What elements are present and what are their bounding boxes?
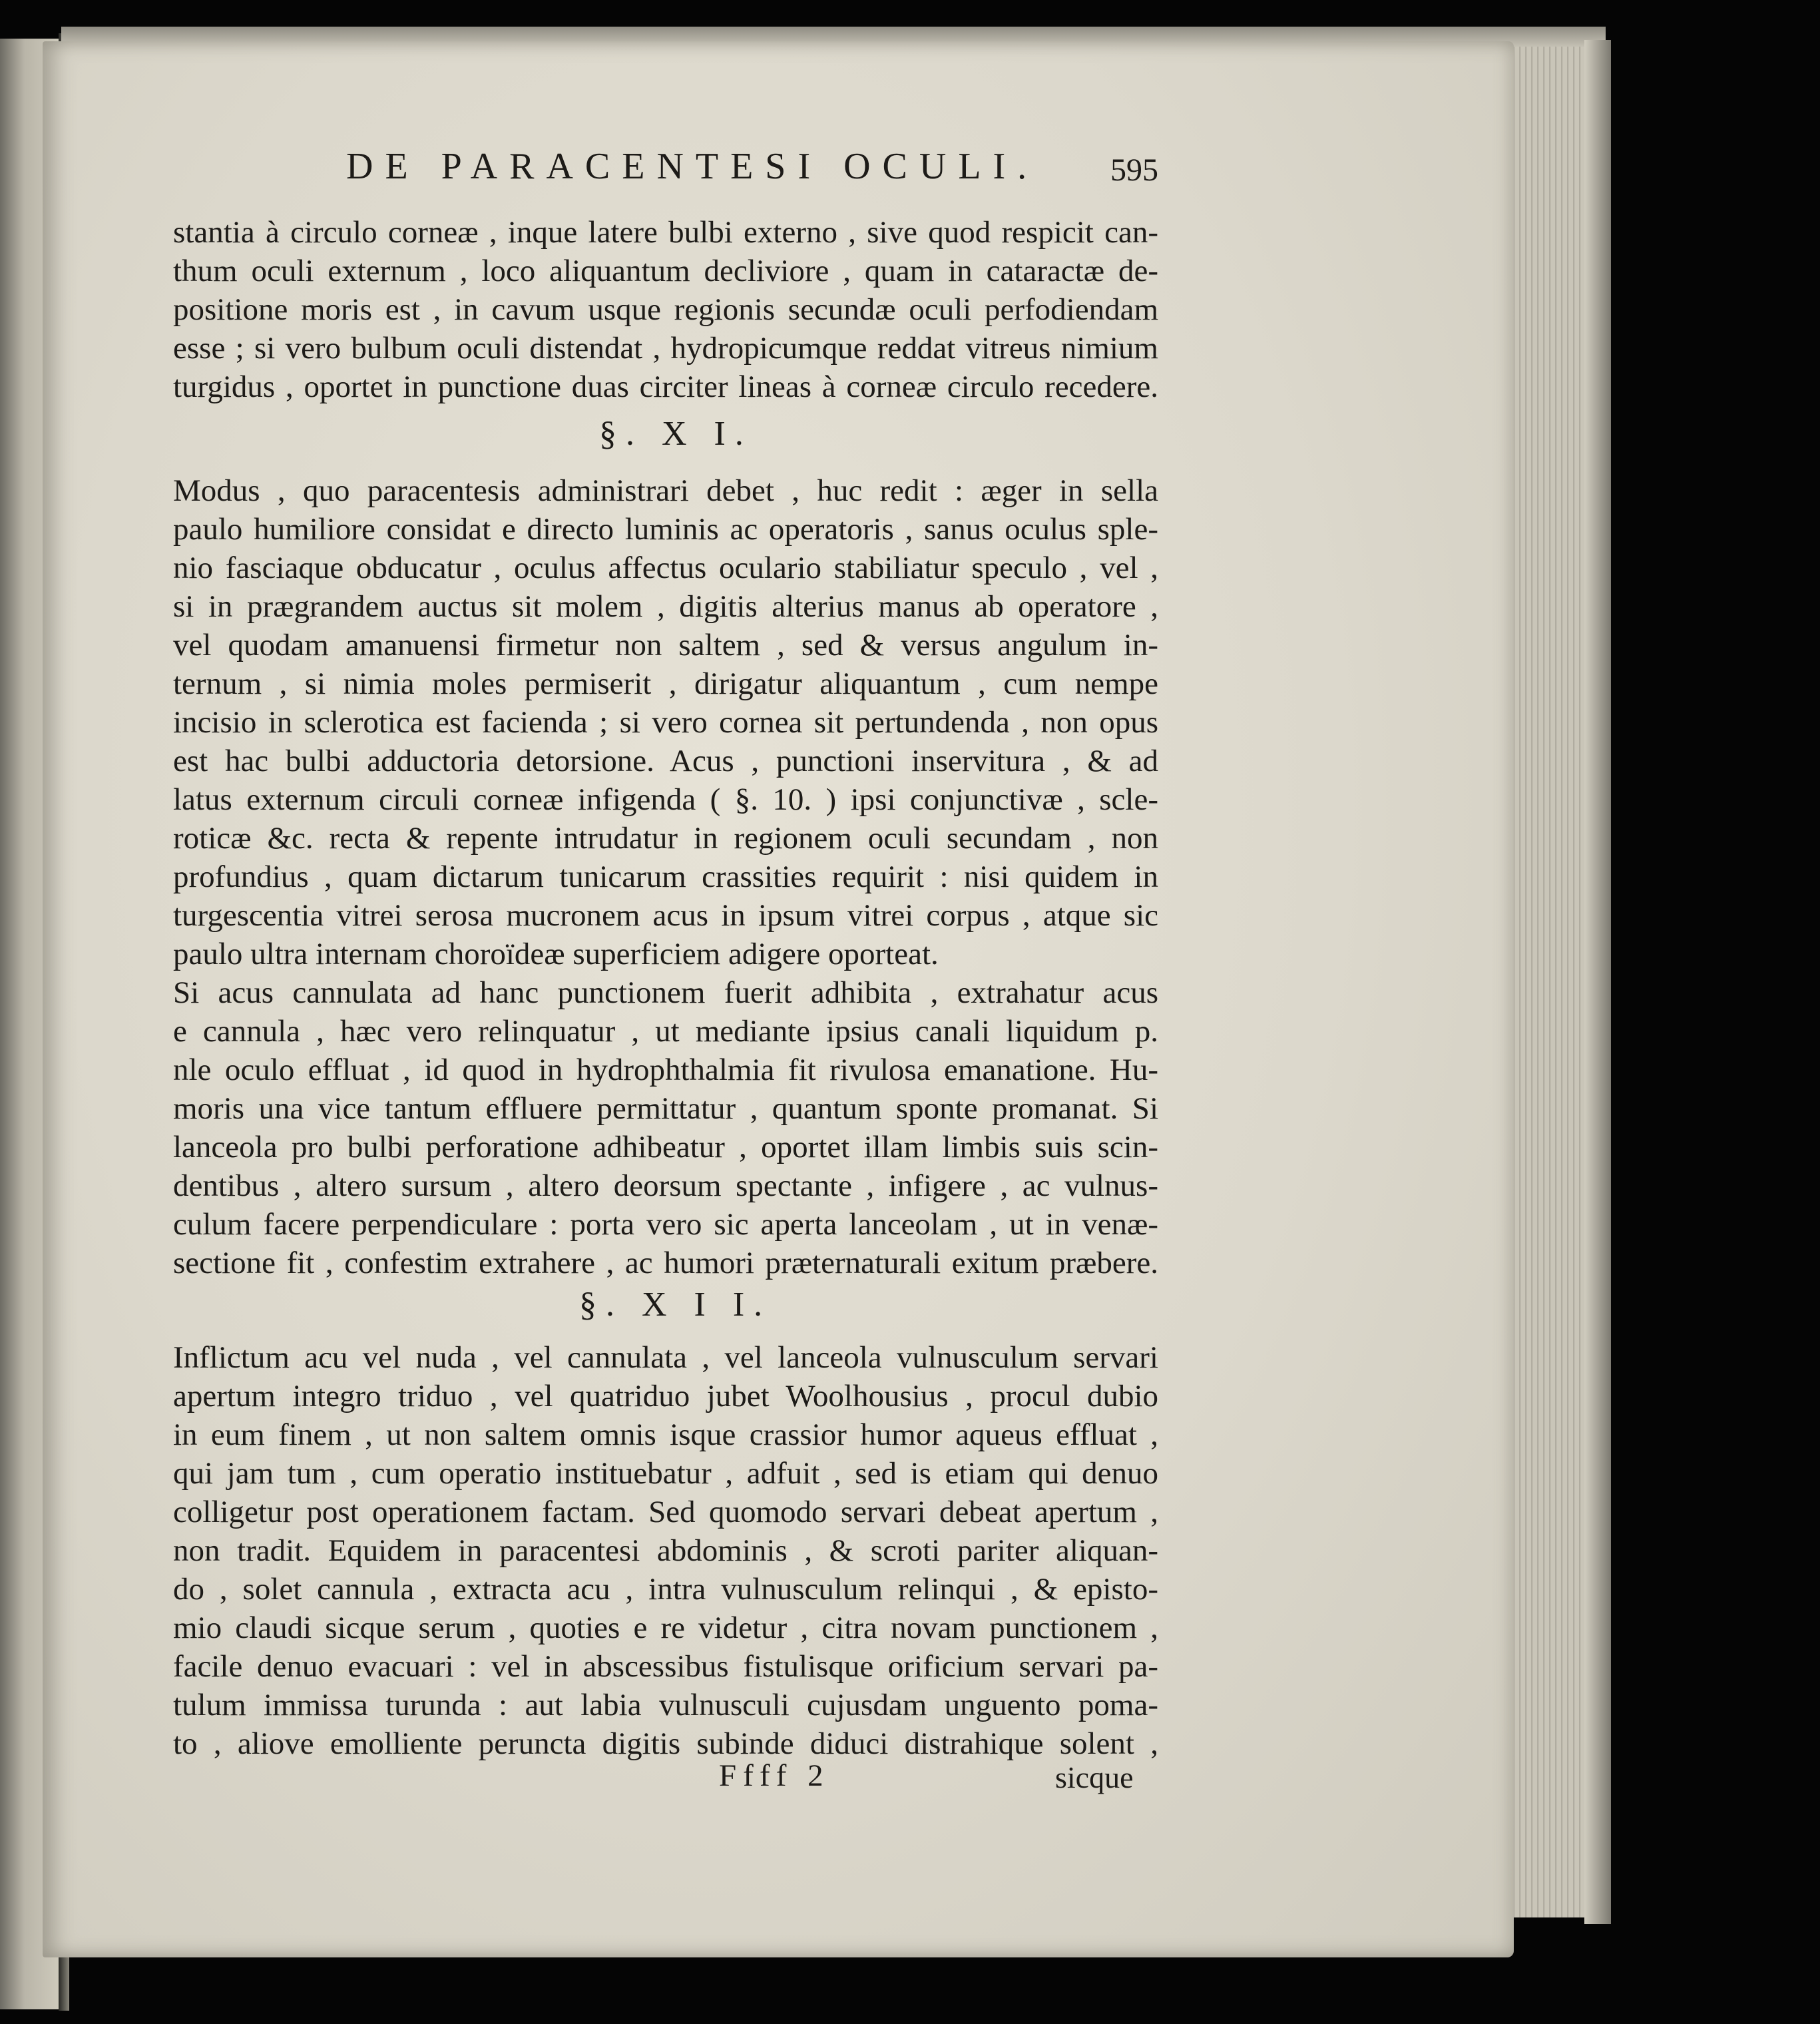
text-line: est hac bulbi adductoria detorsione. Acus , punctioni inservitura , & ad	[173, 744, 1158, 778]
text-line: lanceola pro bulbi perforatione adhibeatur , oportet illam limbis suis scin-	[173, 1130, 1158, 1164]
running-header	[0, 145, 1820, 205]
text-line: e cannula , hæc vero relinquatur , ut mediante ipsius canali liquidum p.	[173, 1014, 1158, 1049]
running-title: DE PARACENTESI OCULI.	[346, 146, 1039, 187]
signature-mark: Ffff 2	[719, 1758, 830, 1793]
text-line: turgescentia vitrei serosa mucronem acus in ipsum vitrei corpus , atque sic	[173, 898, 1158, 933]
text-line: Inflictum acu vel nuda , vel cannulata , vel lanceola vulnusculum servari	[173, 1340, 1158, 1375]
text-line: stantia à circulo corneæ , inque latere bulbi externo , sive quod respicit can-	[173, 215, 1158, 250]
catchword: sicque	[1055, 1760, 1134, 1794]
text-line: mio claudi sicque serum , quoties e re videtur , citra novam punctionem ,	[173, 1611, 1158, 1645]
text-line: to , aliove emolliente peruncta digitis subinde diduci distrahique solent ,	[173, 1726, 1158, 1761]
text-line: apertum integro triduo , vel quatriduo jubet Woolhousius , procul dubio	[173, 1379, 1158, 1413]
page-number: 595	[1110, 152, 1158, 188]
text-line: sectione fit , confestim extrahere , ac humori præternaturali exitum præbere.	[173, 1246, 1158, 1280]
text-line: facile denuo evacuari : vel in abscessibus fistulisque orificium servari pa-	[173, 1649, 1158, 1684]
text-line: latus externum circuli corneæ infigenda ( §. 10. ) ipsi conjunctivæ , scle-	[173, 782, 1158, 817]
text-line: paulo ultra internam choroïdeæ superficiem adigere oporteat.	[173, 937, 939, 971]
section-heading-xi: §. X I.	[599, 415, 753, 453]
text-line: do , solet cannula , extracta acu , intra vulnusculum relinqui , & episto-	[173, 1572, 1158, 1607]
text-line: nle oculo effluat , id quod in hydrophthalmia fit rivulosa emanatione. Hu-	[173, 1053, 1158, 1087]
text-line: culum facere perpendiculare : porta vero sic aperta lanceolam , ut in venæ-	[173, 1207, 1158, 1242]
text-line: ternum , si nimia moles permiserit , dirigatur aliquantum , cum nempe	[173, 666, 1158, 701]
text-line: roticæ &c. recta & repente intrudatur in regionem oculi secundam , non	[173, 821, 1158, 856]
text-line: Si acus cannulata ad hanc punctionem fuerit adhibita , extrahatur acus	[173, 975, 1158, 1010]
text-line: esse ; si vero bulbum oculi distendat , hydropicumque reddat vitreus nimium	[173, 331, 1158, 366]
text-line: non tradit. Equidem in paracentesi abdominis , & scroti pariter aliquan-	[173, 1533, 1158, 1568]
section-heading-xii: §. X I I.	[579, 1286, 772, 1324]
text-line: moris una vice tantum effluere permittatur , quantum sponte promanat. Si	[173, 1091, 1158, 1126]
text-line: turgidus , oportet in punctione duas circiter lineas à corneæ circulo recedere.	[173, 370, 1158, 404]
text-line: tulum immissa turunda : aut labia vulnusculi cujusdam unguento poma-	[173, 1688, 1158, 1722]
text-line: vel quodam amanuensi firmetur non saltem , sed & versus angulum in-	[173, 628, 1158, 662]
text-line: profundius , quam dictarum tunicarum crassities requirit : nisi quidem in	[173, 860, 1158, 894]
text-line: colligetur post operationem factam. Sed quomodo servari debeat apertum ,	[173, 1495, 1158, 1529]
text-line: nio fasciaque obducatur , oculus affectus oculario stabiliatur speculo , vel ,	[173, 551, 1158, 585]
text-line: thum oculi externum , loco aliquantum decliviore , quam in cataractæ de-	[173, 254, 1158, 288]
page-stack-shadow	[1584, 40, 1611, 1924]
text-line: positione moris est , in cavum usque regionis secundæ oculi perfodiendam	[173, 292, 1158, 327]
text-line: in eum finem , ut non saltem omnis isque crassior humor aqueus effluat ,	[173, 1417, 1158, 1452]
text-line: Modus , quo paracentesis administrari debet , huc redit : æger in sella	[173, 473, 1158, 508]
text-line: qui jam tum , cum operatio instituebatur , adfuit , sed is etiam qui denuo	[173, 1456, 1158, 1491]
text-line: si in prægrandem auctus sit molem , digitis alterius manus ab operatore ,	[173, 589, 1158, 624]
text-line: dentibus , altero sursum , altero deorsum spectante , infigere , ac vulnus-	[173, 1168, 1158, 1203]
text-line: incisio in sclerotica est facienda ; si vero cornea sit pertundenda , non opus	[173, 705, 1158, 740]
text-line: paulo humiliore considat e directo luminis ac operatoris , sanus oculus sple-	[173, 512, 1158, 547]
